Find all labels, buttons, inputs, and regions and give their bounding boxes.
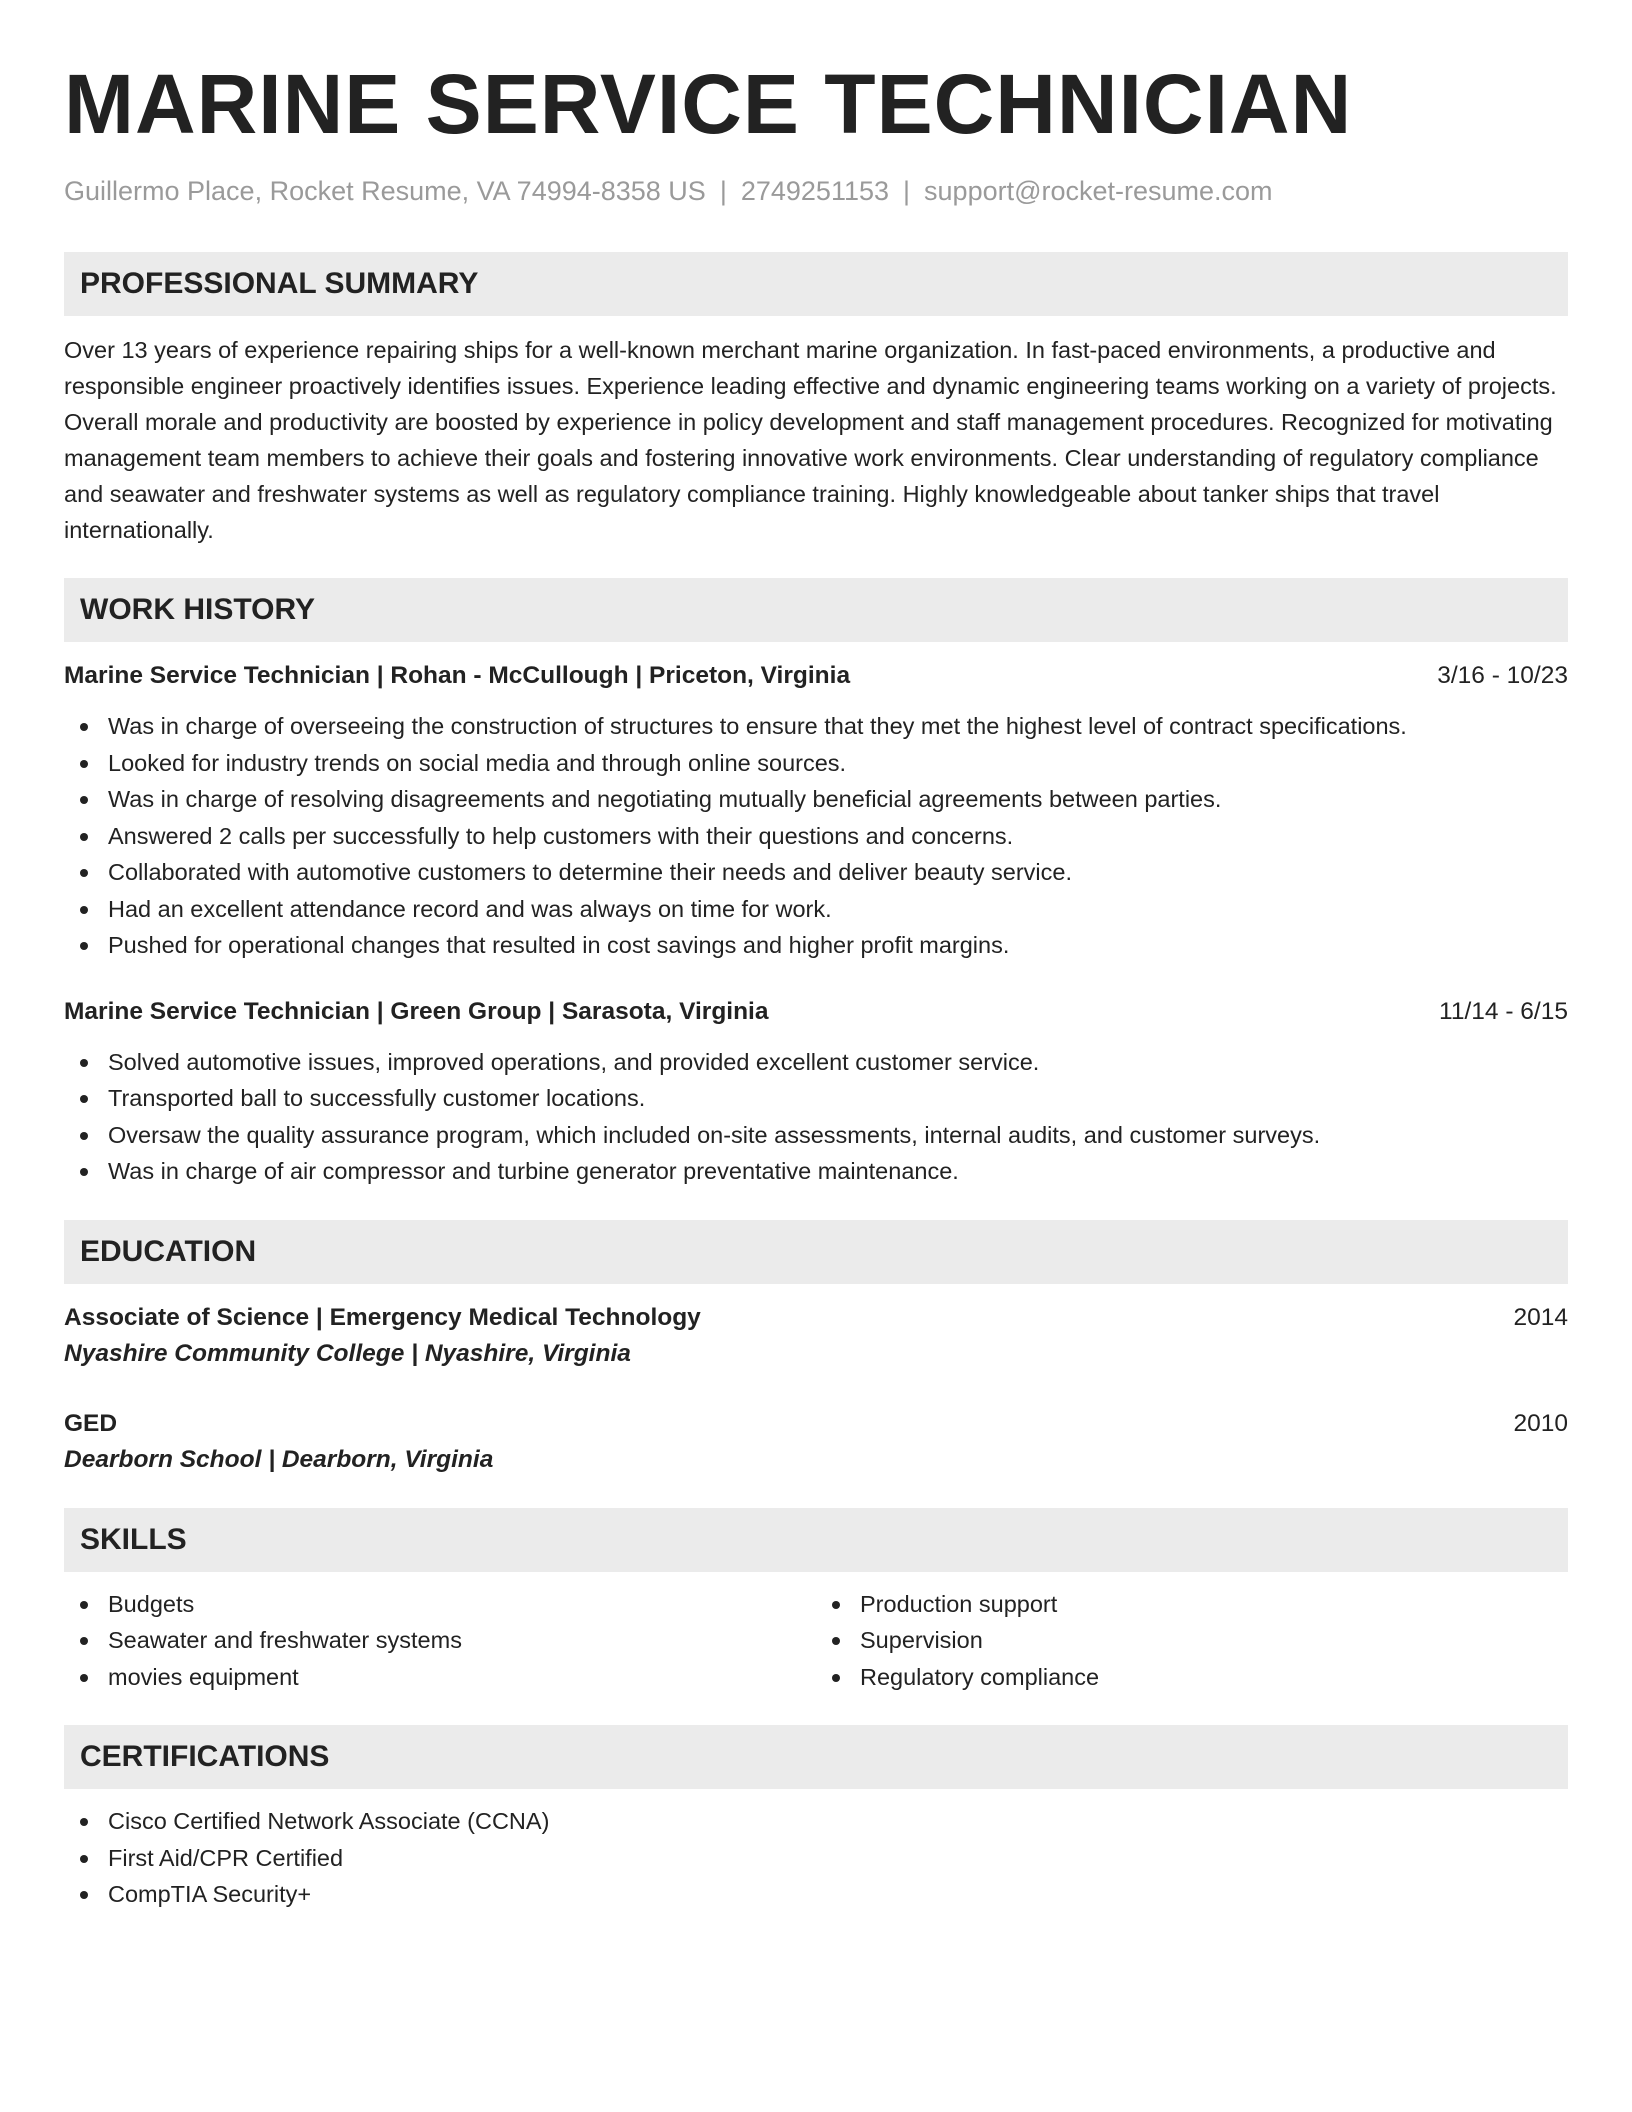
contact-separator: |: [903, 176, 911, 206]
job-bullet: Was in charge of air compressor and turbine generator preventative maintenance.: [64, 1153, 1568, 1190]
job-bullet: Collaborated with automotive customers to determine their needs and deliver beauty service.: [64, 854, 1568, 891]
candidate-title: MARINE SERVICE TECHNICIAN: [64, 57, 1353, 151]
job-bullet: Pushed for operational changes that resulted in cost savings and higher profit margins.: [64, 927, 1568, 964]
certification-item: Cisco Certified Network Associate (CCNA): [64, 1803, 1568, 1840]
job-dates: 11/14 - 6/15: [1439, 997, 1568, 1025]
contact-phone: 2749251153: [740, 176, 890, 206]
contact-line: [64, 174, 1568, 208]
job-bullet: Was in charge of resolving disagreements and negotiating mutually beneficial agreements between parties.: [64, 781, 1568, 818]
skill-item: Regulatory compliance: [816, 1659, 1568, 1696]
education-school: Dearborn School | Dearborn, Virginia: [64, 1445, 494, 1473]
education-entry: [64, 1300, 1568, 1372]
job-bullet: Transported ball to successfully customer locations.: [64, 1080, 1568, 1117]
job-bullet: Had an excellent attendance record and was always on time for work.: [64, 891, 1568, 928]
section-header-work-history: WORK HISTORY: [64, 578, 1568, 642]
job-entry: [64, 994, 1568, 1190]
skill-item: Supervision: [816, 1622, 1568, 1659]
education-school: Nyashire Community College | Nyashire, Virginia: [64, 1339, 631, 1367]
skills-grid: [64, 1586, 1568, 1696]
education-entry: [64, 1406, 1568, 1478]
skill-item: Production support: [816, 1586, 1568, 1623]
section-header-skills: SKILLS: [64, 1508, 1568, 1572]
section-header-summary: PROFESSIONAL SUMMARY: [64, 252, 1568, 316]
job-dates: 3/16 - 10/23: [1437, 662, 1568, 689]
education-degree: Associate of Science | Emergency Medical Technology: [64, 1303, 701, 1331]
education-year: 2014: [1513, 1303, 1568, 1331]
certification-item: First Aid/CPR Certified: [64, 1840, 1568, 1877]
skills-list: [64, 1586, 816, 1696]
skill-item: Seawater and freshwater systems: [64, 1622, 816, 1659]
education-degree: GED: [64, 1409, 118, 1437]
section-header-education: EDUCATION: [64, 1220, 1568, 1284]
job-heading-row: [64, 658, 1568, 694]
job-bullet: Oversaw the quality assurance program, which included on-site assessments, internal audits, and customer surveys.: [64, 1117, 1568, 1154]
skill-item: movies equipment: [64, 1659, 816, 1696]
certifications-list: [64, 1803, 1568, 1913]
job-heading: Marine Service Technician | Green Group | Sarasota, Virginia: [64, 997, 769, 1025]
education-heading-row: [64, 1406, 1568, 1442]
job-bullets: [64, 1044, 1568, 1190]
contact-address: Guillermo Place, Rocket Resume, VA 74994-8358 US: [64, 176, 706, 206]
job-heading: Marine Service Technician | Rohan - McCullough | Priceton, Virginia: [64, 662, 851, 689]
summary-text: Over 13 years of experience repairing ships for a well-known merchant marine organization. In fast-paced environments, a productive and responsible engineer proactively identifies issues. Experience leading effective and dynamic engineering teams working on a variety of projects. Overall morale and productivity are boosted by experience in policy development and staff management procedures. Recognized for motivating management team members to achieve their goals and fostering innovative work environments. Clear understanding of regulatory compliance and seawater and freshwater systems as well as regulatory compliance training. Highly knowledgeable about tanker ships that travel internationally.: [64, 337, 1557, 543]
skills-column-left: [64, 1586, 816, 1696]
skills-list: [816, 1586, 1568, 1696]
skill-item: Budgets: [64, 1586, 816, 1623]
job-bullet: Answered 2 calls per successfully to help customers with their questions and concerns.: [64, 818, 1568, 855]
contact-email: support@rocket-resume.com: [924, 176, 1273, 206]
job-bullet: Looked for industry trends on social media and through online sources.: [64, 745, 1568, 782]
education-year: 2010: [1513, 1409, 1568, 1437]
job-bullet: Solved automotive issues, improved operations, and provided excellent customer service.: [64, 1044, 1568, 1081]
skills-column-right: [816, 1586, 1568, 1696]
contact-separator: |: [719, 176, 727, 206]
job-entry: [64, 658, 1568, 964]
job-bullet: Was in charge of overseeing the construction of structures to ensure that they met the highest level of contract specifications.: [64, 708, 1568, 745]
section-header-certifications: CERTIFICATIONS: [64, 1725, 1568, 1789]
job-heading-row: [64, 994, 1568, 1030]
job-bullets: [64, 708, 1568, 964]
certification-item: CompTIA Security+: [64, 1876, 1568, 1913]
education-heading-row: [64, 1300, 1568, 1336]
